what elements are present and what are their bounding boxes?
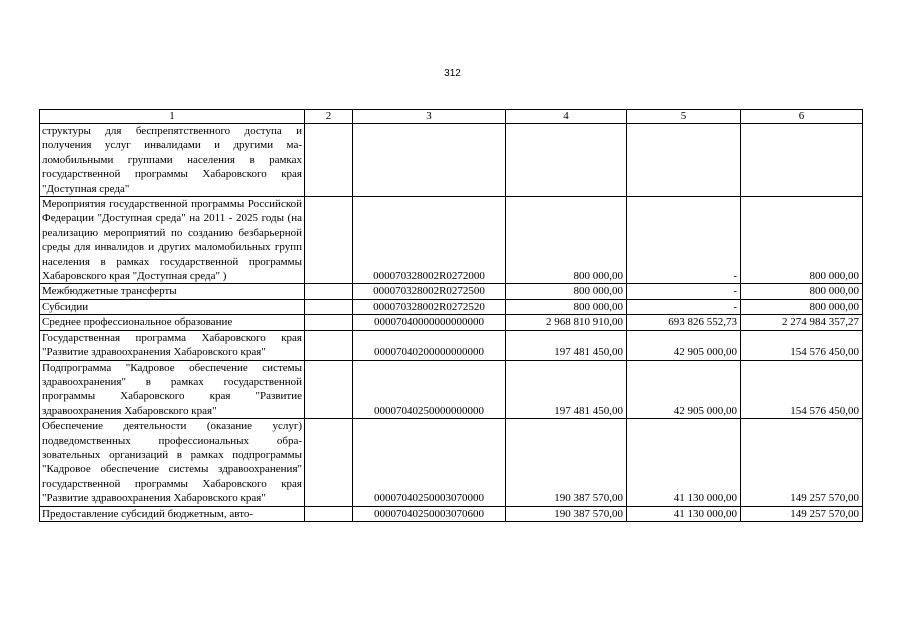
row-federal: [627, 124, 741, 197]
column-header: 2: [305, 110, 353, 124]
row-code: 000070328002R0272500: [353, 284, 506, 299]
row-federal: 693 826 552,73: [627, 315, 741, 330]
row-name: структуры для беспрепятственного доступа и получения услуг инвалидами и другими маломобильными группами населения в рамках государственной программы Хабаровского края "Доступная среда": [40, 124, 305, 197]
table-row: [40, 315, 863, 330]
row-code: 00007040200000000000: [353, 330, 506, 360]
row-federal: -: [627, 197, 741, 284]
row-regional: 800 000,00: [741, 284, 863, 299]
row-federal: 41 130 000,00: [627, 506, 741, 521]
row-regional: 149 257 570,00: [741, 419, 863, 506]
row-name: Подпрограмма "Кадровое обеспечение системы здравоохранения" в рамках государственной программы Хабаровского края "Развитие здравоохранения Хабаровского края": [40, 360, 305, 419]
row-name: Межбюджетные трансферты: [40, 284, 305, 299]
row-federal: 42 905 000,00: [627, 330, 741, 360]
column-header: 1: [40, 110, 305, 124]
row-total: 190 387 570,00: [506, 506, 627, 521]
row-regional: 149 257 570,00: [741, 506, 863, 521]
row-federal: -: [627, 299, 741, 314]
row-regional: 2 274 984 357,27: [741, 315, 863, 330]
row-regional: 800 000,00: [741, 299, 863, 314]
row-total: 197 481 450,00: [506, 330, 627, 360]
row-col2: [305, 330, 353, 360]
row-total: 800 000,00: [506, 284, 627, 299]
row-col2: [305, 197, 353, 284]
table-row: [40, 506, 863, 521]
table-row: [40, 330, 863, 360]
row-regional: 154 576 450,00: [741, 330, 863, 360]
table-row: [40, 284, 863, 299]
table-row: [40, 197, 863, 284]
row-regional: 800 000,00: [741, 197, 863, 284]
row-name: Обеспечение деятельности (оказание услуг) подведомственных профессиональных образовательных организаций в рамках подпрограммы "Кадровое обеспечение системы здравоохранения" государственной программы Хабаровского края "Развитие здравоохранения Хабаровского края": [40, 419, 305, 506]
row-name: Мероприятия государственной программы Российской Федерации "Доступная среда" на 2011 - 2025 годы (на реализацию мероприятий по созданию безбарьерной среды для инвалидов и других маломобильных групп населения в рамках государственной программы Хабаровского края "Доступная среда" ): [40, 197, 305, 284]
row-code: [353, 124, 506, 197]
row-col2: [305, 299, 353, 314]
budget-table: [39, 109, 863, 522]
row-col2: [305, 124, 353, 197]
row-name: Предоставление субсидий бюджетным, авто-: [40, 506, 305, 521]
table-row: [40, 124, 863, 197]
row-code: 000070328002R0272520: [353, 299, 506, 314]
row-total: 2 968 810 910,00: [506, 315, 627, 330]
row-name: Субсидии: [40, 299, 305, 314]
row-col2: [305, 315, 353, 330]
row-regional: 154 576 450,00: [741, 360, 863, 419]
table-header-row: [40, 110, 863, 124]
row-federal: 41 130 000,00: [627, 419, 741, 506]
row-name: Государственная программа Хабаровского края "Развитие здравоохранения Хабаровского края": [40, 330, 305, 360]
row-code: 00007040000000000000: [353, 315, 506, 330]
row-total: 197 481 450,00: [506, 360, 627, 419]
row-name: Среднее профессиональное образование: [40, 315, 305, 330]
column-header: 4: [506, 110, 627, 124]
column-header: 3: [353, 110, 506, 124]
row-code: 00007040250003070600: [353, 506, 506, 521]
table-row: [40, 299, 863, 314]
row-col2: [305, 506, 353, 521]
row-total: 800 000,00: [506, 299, 627, 314]
row-total: 800 000,00: [506, 197, 627, 284]
row-regional: [741, 124, 863, 197]
row-total: [506, 124, 627, 197]
row-code: 000070328002R0272000: [353, 197, 506, 284]
page-number: 312: [444, 68, 461, 79]
column-header: 5: [627, 110, 741, 124]
table-row: [40, 360, 863, 419]
column-header: 6: [741, 110, 863, 124]
row-code: 00007040250003070000: [353, 419, 506, 506]
row-federal: -: [627, 284, 741, 299]
row-total: 190 387 570,00: [506, 419, 627, 506]
table-row: [40, 419, 863, 506]
row-code: 00007040250000000000: [353, 360, 506, 419]
row-col2: [305, 419, 353, 506]
row-col2: [305, 360, 353, 419]
row-federal: 42 905 000,00: [627, 360, 741, 419]
row-col2: [305, 284, 353, 299]
